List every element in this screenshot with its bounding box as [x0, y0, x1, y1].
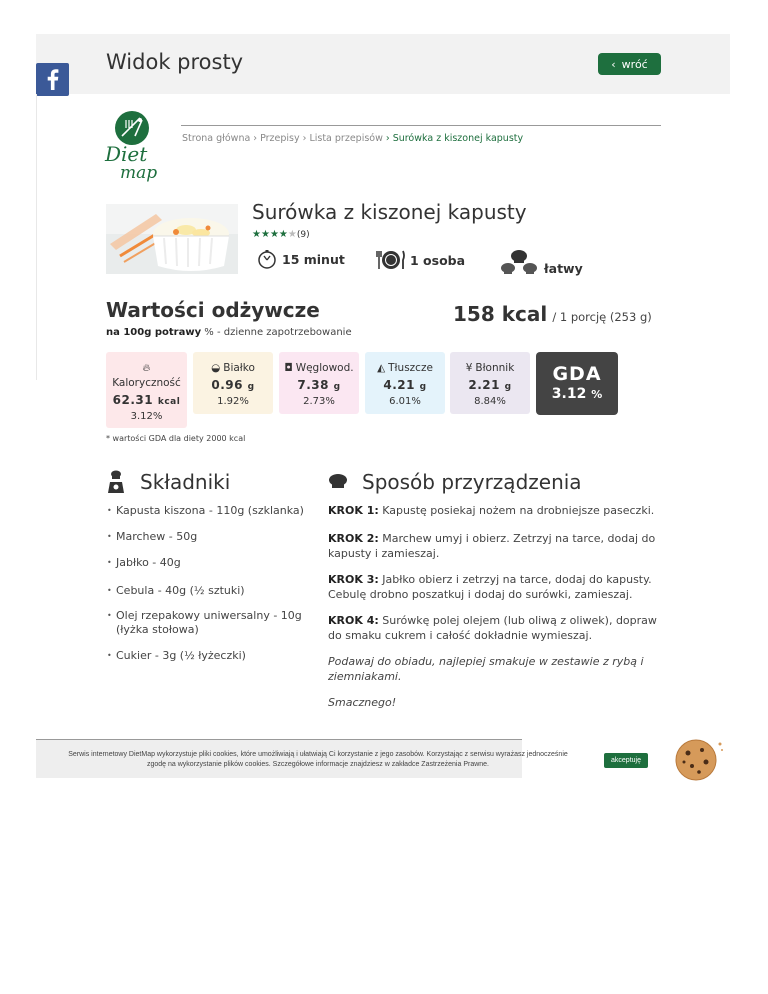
chef-icon	[106, 470, 126, 494]
chevron-right-icon: ›	[385, 133, 390, 144]
list-item: • Jabłko - 40g	[107, 556, 317, 570]
nutrient-percent: 6.01%	[389, 396, 421, 407]
bread-icon: ◘	[284, 362, 293, 374]
flame-icon: 🔥︎	[142, 362, 151, 374]
star-icon: ★	[252, 229, 261, 240]
prep-time-label: 15 minut	[282, 251, 345, 267]
nutrient-percent: 2.73%	[303, 396, 335, 407]
plate-cutlery-icon	[376, 248, 406, 272]
stopwatch-icon	[256, 248, 278, 270]
gda-value: 3.12 %	[551, 386, 603, 402]
difficulty-label: łatwy	[544, 260, 583, 276]
portion-label: / 1 porcję (253 g)	[552, 310, 652, 324]
servings	[376, 248, 465, 272]
star-icon: ★	[278, 229, 288, 240]
cookie-illustration	[666, 738, 726, 782]
rating-count: (9)	[296, 230, 310, 240]
chef-hat-icon	[328, 473, 348, 491]
cookie-text: Serwis internetowy DietMap wykorzystuje pliki cookies, które umożliwiają i ułatwiają Ci korzystanie z jego zasobów. Korzystając z serwisu wyrażasz jednocześnie zgodę na wykorzystanie plików cookies. Szczegółowe informacje znajdziesz w zakładce Zastrzeżenia Prawne.	[68, 751, 568, 768]
dietmap-logo[interactable]	[102, 106, 174, 182]
difficulty	[498, 248, 583, 278]
nutrient-value: 62.31 kcal	[112, 393, 181, 407]
svg-text:map: map	[120, 163, 158, 182]
left-divider	[36, 94, 37, 380]
servings-label: 1 osoba	[410, 252, 466, 268]
svg-text:Diet: Diet	[105, 142, 148, 166]
chevron-right-icon: ›	[302, 133, 307, 144]
nutrient-percent: 3.12%	[130, 411, 163, 422]
nutrient-protein	[193, 352, 273, 414]
ingredients-title: Składniki	[140, 470, 231, 494]
star-empty-icon: ★	[287, 229, 297, 240]
accept-cookies-button[interactable]: akceptuję	[604, 753, 648, 768]
back-button-label: wróć	[621, 57, 648, 71]
cheese-icon: ◭	[377, 362, 386, 374]
per-100g-bold: na 100g potrawy	[106, 327, 202, 338]
list-item: • Kapusta kiszona - 110g (szklanka)	[107, 504, 317, 518]
nutrient-value: 0.96 g	[211, 378, 255, 392]
chef-hats-icon	[498, 248, 540, 278]
list-item: • Cukier - 3g (½ łyżeczki)	[107, 649, 317, 663]
nutrient-label: Tłuszcze	[388, 362, 433, 374]
preparation-title: Sposób przyrządzenia	[362, 470, 582, 494]
nutrient-label: Białko	[223, 362, 255, 374]
step: KROK 4: Surówkę polej olejem (lub oliwą z oliwek), dopraw do smaku cukrem i całość dokładnie wymieszaj.	[328, 614, 657, 642]
cookie-banner	[36, 739, 568, 778]
wheat-icon: ¥	[465, 362, 473, 374]
breadcrumb	[182, 133, 523, 144]
nutrient-value: 7.38 g	[297, 378, 341, 392]
nutrient-percent: 8.84%	[474, 396, 506, 407]
per-100g-note	[106, 327, 352, 338]
breadcrumb-home[interactable]: Strona główna	[182, 133, 251, 144]
closing-note: Smacznego!	[328, 696, 397, 709]
back-button[interactable]	[598, 53, 661, 75]
prep-time	[256, 248, 345, 270]
nutrient-percent: 1.92%	[217, 396, 249, 407]
nutrient-label: Węglowod.	[295, 362, 354, 374]
star-icon: ★	[269, 229, 279, 240]
preparation-steps	[328, 503, 658, 721]
star-icon: ★	[260, 229, 270, 240]
nutrient-calories	[106, 352, 187, 428]
gda-label: GDA	[552, 363, 602, 385]
preparation-heading	[328, 470, 582, 494]
breadcrumb-recipes[interactable]: Przepisy	[260, 133, 300, 144]
nutrient-label: Błonnik	[475, 362, 515, 374]
calories-per-portion	[453, 302, 652, 326]
breadcrumb-recipe-list[interactable]: Lista przepisów	[309, 133, 383, 144]
list-item: • Cebula - 40g (½ sztuki)	[107, 584, 317, 598]
bowl-icon: ◒	[211, 362, 221, 374]
per-100g-rest: % - dzienne zapotrzebowanie	[204, 327, 352, 338]
recipe-title: Surówka z kiszonej kapusty	[252, 200, 527, 224]
nutrient-value: 4.21 g	[383, 378, 427, 392]
facebook-icon	[36, 63, 69, 96]
list-item: • Marchew - 50g	[107, 530, 317, 544]
facebook-share-button[interactable]	[36, 63, 69, 96]
ingredients-heading	[106, 470, 230, 494]
ingredients-list	[107, 504, 317, 663]
serving-note: Podawaj do obiadu, najlepiej smakuje w zestawie z rybą i ziemniakami.	[328, 655, 644, 683]
breadcrumb-current[interactable]: Surówka z kiszonej kapusty	[392, 133, 524, 144]
chevron-left-icon: ‹	[611, 57, 616, 71]
rating[interactable]	[252, 229, 310, 240]
list-item: • Olej rzepakowy uniwersalny - 10g (łyżka stołowa)	[107, 609, 317, 637]
nutrient-value: 2.21 g	[468, 378, 512, 392]
recipe-photo	[106, 204, 238, 274]
step: KROK 1: Kapustę posiekaj nożem na drobniejsze paseczki.	[328, 504, 655, 517]
calories-value: 158 kcal	[453, 302, 548, 326]
step: KROK 3: Jabłko obierz i zetrzyj na tarce, dodaj do kapusty. Cebulę drobno poszatkuj i dodaj do surówki, zamieszaj.	[328, 573, 652, 601]
nutrient-fat	[365, 352, 445, 414]
breadcrumb-divider	[181, 125, 661, 126]
nutrient-fiber	[450, 352, 530, 414]
chevron-right-icon: ›	[253, 133, 258, 144]
step: KROK 2: Marchew umyj i obierz. Zetrzyj na tarce, dodaj do kapusty i zamieszaj.	[328, 532, 656, 560]
gda-badge	[536, 352, 618, 415]
page-title: Widok prosty	[106, 50, 244, 74]
gda-footnote: * wartości GDA dla diety 2000 kcal	[106, 434, 246, 443]
nutrient-carbs	[279, 352, 359, 414]
nutrient-label: Kaloryczność	[112, 377, 181, 389]
nutrition-title: Wartości odżywcze	[106, 298, 320, 322]
